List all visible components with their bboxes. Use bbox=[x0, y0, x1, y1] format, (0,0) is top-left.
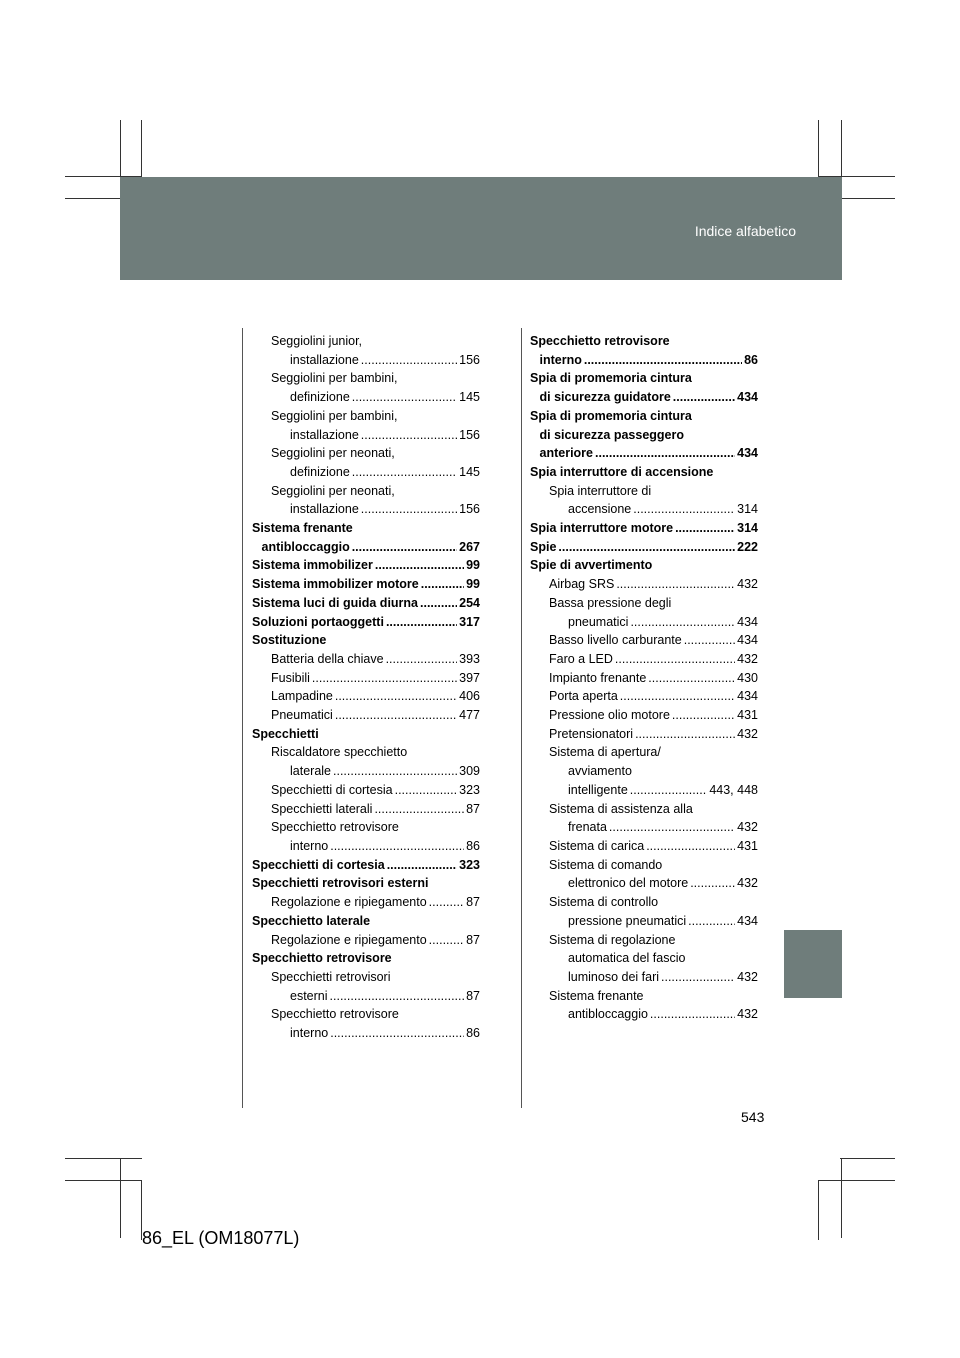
index-entry-page: 431 bbox=[737, 708, 758, 723]
index-entry-label: luminoso dei fari bbox=[568, 969, 660, 984]
index-entry-label: Pretensionatori bbox=[549, 726, 634, 741]
dot-leader bbox=[387, 856, 457, 875]
index-entry bbox=[530, 706, 758, 725]
index-entry-label: definizione bbox=[290, 464, 350, 479]
index-entry-label: di sicurezza guidatore bbox=[539, 390, 671, 405]
dot-leader bbox=[584, 351, 742, 370]
index-heading: Specchietto retrovisore bbox=[271, 820, 399, 835]
index-entry-label: anteriore bbox=[539, 446, 593, 461]
index-entry bbox=[252, 426, 480, 445]
index-entry-label: Fusibili bbox=[271, 670, 310, 685]
crop-mark bbox=[818, 1180, 819, 1240]
dot-leader bbox=[352, 538, 457, 557]
index-heading: Specchietto retrovisore bbox=[252, 951, 392, 966]
dot-leader bbox=[688, 912, 735, 931]
index-entry-label: installazione bbox=[290, 352, 359, 367]
crop-mark bbox=[818, 1180, 895, 1181]
dot-leader bbox=[386, 650, 458, 669]
header-band bbox=[120, 177, 842, 280]
index-entry-page: 432 bbox=[737, 876, 758, 891]
index-entry-label: antibloccaggio bbox=[568, 1007, 648, 1022]
crop-mark bbox=[120, 1158, 121, 1238]
header-title: Indice alfabetico bbox=[694, 223, 796, 239]
dot-leader bbox=[690, 874, 735, 893]
index-heading: Spia interruttore di bbox=[549, 483, 652, 498]
index-entry-page: 309 bbox=[459, 764, 480, 779]
index-heading: Spie di avvertimento bbox=[530, 558, 653, 573]
index-heading: avviamento bbox=[568, 764, 632, 779]
dot-leader bbox=[335, 687, 457, 706]
dot-leader bbox=[630, 781, 708, 800]
index-heading: Seggiolini per bambini, bbox=[271, 408, 398, 423]
index-entry-label: Sistema immobilizer motore bbox=[252, 577, 419, 592]
dot-leader bbox=[650, 1005, 735, 1024]
index-heading: Sistema di regolazione bbox=[549, 932, 676, 947]
dot-leader bbox=[361, 351, 457, 370]
index-entry-label: frenata bbox=[568, 820, 607, 835]
index-entry bbox=[530, 444, 758, 463]
index-entry-page: 87 bbox=[466, 932, 480, 947]
index-entry-page: 222 bbox=[737, 539, 758, 554]
index-entry-label: elettronico del motore bbox=[568, 876, 689, 891]
index-entry bbox=[252, 893, 480, 912]
index-entry-page: 432 bbox=[737, 1007, 758, 1022]
index-entry-label: Airbag SRS bbox=[549, 577, 615, 592]
index-entry-label: Spie bbox=[530, 539, 557, 554]
index-entry bbox=[252, 650, 480, 669]
dot-leader bbox=[395, 781, 458, 800]
dot-leader bbox=[633, 500, 735, 519]
dot-leader bbox=[421, 575, 464, 594]
index-heading: Spia di promemoria cintura bbox=[530, 408, 692, 423]
index-entry bbox=[252, 669, 480, 688]
index-entry-page: 434 bbox=[737, 633, 758, 648]
index-heading: automatica del fascio bbox=[568, 951, 686, 966]
index-entry bbox=[530, 818, 758, 837]
crop-mark bbox=[841, 120, 842, 180]
index-column-left bbox=[252, 332, 480, 1043]
dot-leader bbox=[673, 388, 735, 407]
index-entry-page: 86 bbox=[744, 352, 758, 367]
dot-leader bbox=[352, 463, 457, 482]
index-entry-page: 314 bbox=[737, 502, 758, 517]
index-heading: Specchietti retrovisori bbox=[271, 969, 391, 984]
dot-leader bbox=[616, 575, 735, 594]
index-entry bbox=[252, 463, 480, 482]
index-entry-page: 434 bbox=[737, 689, 758, 704]
index-heading: Sistema di assistenza alla bbox=[549, 801, 693, 816]
index-heading: Spia interruttore di accensione bbox=[530, 464, 714, 479]
index-entry-label: Pneumatici bbox=[271, 708, 333, 723]
index-entry-page: 443, 448 bbox=[709, 782, 758, 797]
index-entry-label: esterni bbox=[290, 988, 328, 1003]
page-number: 543 bbox=[741, 1109, 765, 1125]
index-entry-page: 432 bbox=[737, 651, 758, 666]
index-entry bbox=[530, 669, 758, 688]
dot-leader bbox=[675, 519, 735, 538]
index-entry bbox=[530, 613, 758, 632]
index-entry-label: interno bbox=[539, 352, 582, 367]
index-entry-label: accensione bbox=[568, 502, 632, 517]
index-entry-label: laterale bbox=[290, 764, 331, 779]
column-rule-left bbox=[242, 328, 243, 1108]
index-entry bbox=[530, 912, 758, 931]
index-entry-page: 87 bbox=[466, 988, 480, 1003]
dot-leader bbox=[333, 762, 457, 781]
index-entry-page: 156 bbox=[459, 502, 480, 517]
dot-leader bbox=[615, 650, 735, 669]
index-heading: Specchietto retrovisore bbox=[530, 334, 670, 348]
index-entry bbox=[530, 500, 758, 519]
index-entry-label: installazione bbox=[290, 427, 359, 442]
index-entry bbox=[252, 556, 480, 575]
index-entry-page: 434 bbox=[737, 446, 758, 461]
index-entry bbox=[530, 519, 758, 538]
index-entry-page: 432 bbox=[737, 577, 758, 592]
dot-leader bbox=[648, 669, 735, 688]
index-entry bbox=[252, 706, 480, 725]
index-entry bbox=[252, 987, 480, 1006]
dot-leader bbox=[386, 613, 457, 632]
index-entry bbox=[252, 538, 480, 557]
dot-leader bbox=[330, 837, 464, 856]
index-entry-label: Pressione olio motore bbox=[549, 708, 670, 723]
index-heading: Specchietto laterale bbox=[252, 913, 371, 928]
crop-mark bbox=[65, 1180, 142, 1181]
index-entry-label: Porta aperta bbox=[549, 689, 618, 704]
index-entry-page: 156 bbox=[459, 352, 480, 367]
index-entry-label: antibloccaggio bbox=[261, 539, 350, 554]
index-entry-label: Specchietti laterali bbox=[271, 801, 373, 816]
index-entry bbox=[530, 1005, 758, 1024]
index-entry-label: pressione pneumatici bbox=[568, 913, 687, 928]
index-heading: Sostituzione bbox=[252, 633, 327, 648]
index-entry-label: Specchietti di cortesia bbox=[271, 782, 393, 797]
index-heading: Specchietti bbox=[252, 726, 319, 741]
dot-leader bbox=[620, 687, 735, 706]
index-entry bbox=[252, 388, 480, 407]
index-entry bbox=[252, 351, 480, 370]
index-entry-page: 87 bbox=[466, 801, 480, 816]
index-entry-label: Faro a LED bbox=[549, 651, 613, 666]
index-entry-page: 430 bbox=[737, 670, 758, 685]
index-entry-label: Soluzioni portaoggetti bbox=[252, 614, 384, 629]
index-entry bbox=[530, 351, 758, 370]
dot-leader bbox=[672, 706, 735, 725]
index-entry bbox=[530, 575, 758, 594]
index-entry-label: Regolazione e ripiegamento bbox=[271, 932, 427, 947]
index-entry-page: 477 bbox=[459, 708, 480, 723]
index-entry bbox=[252, 762, 480, 781]
dot-leader bbox=[312, 669, 457, 688]
index-heading: Specchietti retrovisori esterni bbox=[252, 876, 429, 891]
index-entry-page: 432 bbox=[737, 726, 758, 741]
index-heading: Sistema frenante bbox=[252, 521, 353, 536]
index-column-right bbox=[530, 332, 758, 1024]
index-heading: Riscaldatore specchietto bbox=[271, 745, 408, 760]
dot-leader bbox=[335, 706, 457, 725]
dot-leader bbox=[330, 987, 465, 1006]
crop-mark bbox=[841, 1158, 842, 1238]
dot-leader bbox=[635, 725, 735, 744]
index-entry-label: installazione bbox=[290, 502, 359, 517]
index-entry bbox=[252, 613, 480, 632]
index-entry-page: 86 bbox=[466, 838, 480, 853]
index-entry bbox=[530, 725, 758, 744]
index-entry bbox=[530, 650, 758, 669]
index-entry bbox=[530, 968, 758, 987]
index-entry-label: interno bbox=[290, 1026, 329, 1041]
index-entry-label: pneumatici bbox=[568, 614, 629, 629]
index-entry-page: 317 bbox=[459, 614, 480, 629]
index-entry-label: Impianto frenante bbox=[549, 670, 647, 685]
index-entry-page: 267 bbox=[459, 539, 480, 554]
dot-leader bbox=[429, 893, 464, 912]
dot-leader bbox=[375, 556, 464, 575]
index-entry-label: Batteria della chiave bbox=[271, 651, 384, 666]
index-heading: Seggiolini junior, bbox=[271, 334, 363, 348]
index-entry-label: Specchietti di cortesia bbox=[252, 857, 385, 872]
index-entry bbox=[252, 931, 480, 950]
index-entry bbox=[252, 687, 480, 706]
index-entry-label: Spia interruttore motore bbox=[530, 521, 674, 536]
index-entry bbox=[530, 781, 758, 800]
index-entry bbox=[252, 500, 480, 519]
index-entry-label: interno bbox=[290, 838, 329, 853]
index-entry bbox=[252, 800, 480, 819]
document-code: 86_EL (OM18077L) bbox=[142, 1228, 300, 1248]
index-heading: Seggiolini per neonati, bbox=[271, 446, 395, 461]
index-entry-page: 406 bbox=[459, 689, 480, 704]
index-entry-page: 156 bbox=[459, 427, 480, 442]
index-entry bbox=[252, 575, 480, 594]
index-entry bbox=[530, 687, 758, 706]
index-entry bbox=[530, 631, 758, 650]
crop-mark bbox=[120, 120, 121, 180]
index-entry-page: 99 bbox=[466, 577, 480, 592]
index-entry bbox=[530, 874, 758, 893]
dot-leader bbox=[661, 968, 735, 987]
index-entry-label: definizione bbox=[290, 390, 350, 405]
index-entry-label: Sistema luci di guida diurna bbox=[252, 595, 419, 610]
dot-leader bbox=[646, 837, 735, 856]
dot-leader bbox=[352, 388, 457, 407]
index-entry bbox=[252, 856, 480, 875]
index-entry-label: Lampadine bbox=[271, 689, 333, 704]
index-heading: di sicurezza passeggero bbox=[539, 427, 685, 442]
column-rule-middle bbox=[521, 328, 522, 1108]
dot-leader bbox=[558, 538, 735, 557]
dot-leader bbox=[630, 613, 735, 632]
index-entry-label: Sistema immobilizer bbox=[252, 558, 373, 573]
index-entry-page: 393 bbox=[459, 651, 480, 666]
index-entry bbox=[252, 1024, 480, 1043]
index-entry-page: 434 bbox=[737, 390, 758, 405]
index-heading: Sistema di apertura/ bbox=[549, 745, 661, 760]
index-heading: Bassa pressione degli bbox=[549, 595, 672, 610]
index-entry-page: 145 bbox=[459, 464, 480, 479]
index-entry-page: 323 bbox=[459, 857, 480, 872]
crop-mark bbox=[65, 1158, 142, 1159]
dot-leader bbox=[429, 931, 464, 950]
index-entry bbox=[530, 538, 758, 557]
index-heading: Spia di promemoria cintura bbox=[530, 371, 692, 386]
dot-leader bbox=[595, 444, 735, 463]
index-entry bbox=[252, 837, 480, 856]
dot-leader bbox=[684, 631, 735, 650]
dot-leader bbox=[609, 818, 735, 837]
index-entry-page: 432 bbox=[737, 820, 758, 835]
index-entry-page: 431 bbox=[737, 838, 758, 853]
index-entry-page: 86 bbox=[466, 1026, 480, 1041]
index-entry bbox=[252, 781, 480, 800]
dot-leader bbox=[330, 1024, 464, 1043]
dot-leader bbox=[420, 594, 457, 613]
index-entry bbox=[530, 837, 758, 856]
index-heading: Sistema frenante bbox=[549, 988, 644, 1003]
index-entry-page: 99 bbox=[466, 558, 480, 573]
dot-leader bbox=[361, 426, 457, 445]
dot-leader bbox=[361, 500, 457, 519]
index-entry bbox=[252, 594, 480, 613]
index-entry-page: 434 bbox=[737, 913, 758, 928]
index-entry-label: intelligente bbox=[568, 782, 628, 797]
index-entry-page: 87 bbox=[466, 895, 480, 910]
index-entry-page: 145 bbox=[459, 390, 480, 405]
index-heading: Seggiolini per neonati, bbox=[271, 483, 395, 498]
index-entry-page: 314 bbox=[737, 521, 758, 536]
index-entry-page: 432 bbox=[737, 969, 758, 984]
index-entry-page: 254 bbox=[459, 595, 480, 610]
index-entry-page: 434 bbox=[737, 614, 758, 629]
index-entry-page: 323 bbox=[459, 782, 480, 797]
index-heading: Sistema di controllo bbox=[549, 895, 659, 910]
crop-mark bbox=[840, 1158, 895, 1159]
index-heading: Seggiolini per bambini, bbox=[271, 371, 398, 386]
index-heading: Specchietto retrovisore bbox=[271, 1007, 399, 1022]
index-entry-page: 397 bbox=[459, 670, 480, 685]
dot-leader bbox=[374, 800, 464, 819]
index-entry bbox=[530, 388, 758, 407]
index-entry-label: Basso livello carburante bbox=[549, 633, 682, 648]
index-entry-label: Sistema di carica bbox=[549, 838, 645, 853]
section-tab bbox=[784, 930, 842, 998]
index-entry-label: Regolazione e ripiegamento bbox=[271, 895, 427, 910]
index-heading: Sistema di comando bbox=[549, 857, 663, 872]
